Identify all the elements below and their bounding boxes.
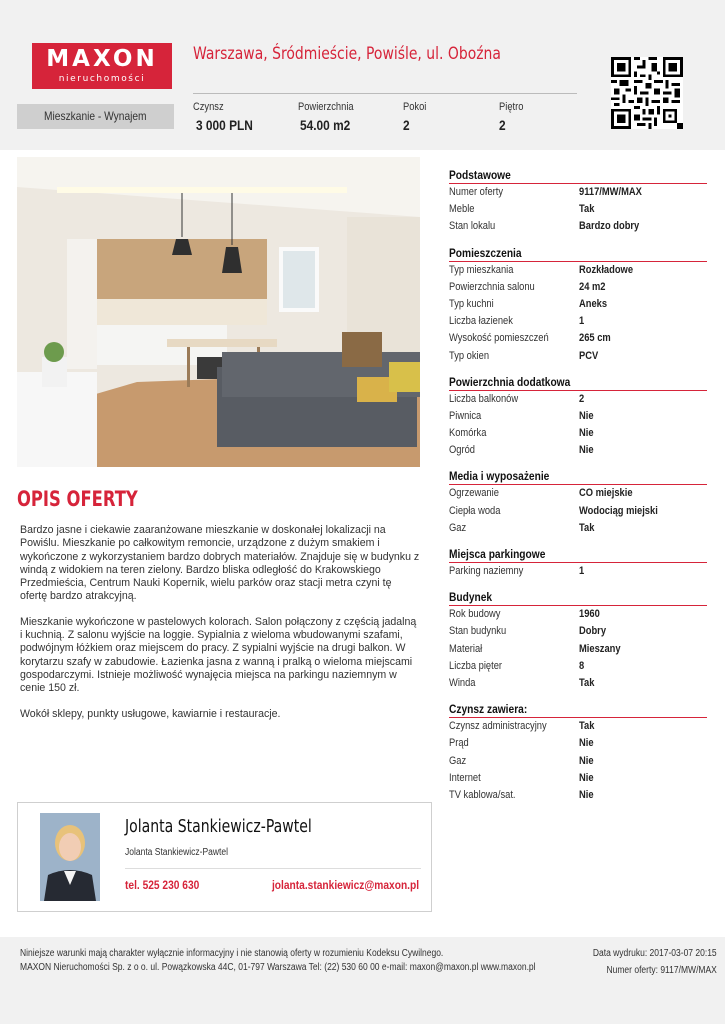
section-basic (449, 168, 707, 236)
detail-row: Powierzchnia salonu 24 m2 (449, 280, 606, 293)
maxon-logo[interactable] (32, 43, 172, 89)
detail-row: Stan lokalu Bardzo dobry (449, 220, 640, 233)
description-paragraph: Mieszkanie wykończone w pastelowych kolorach. Salon połączony z częścią jadalną i kuchnią. Z salonu wyjście na loggie. Sypialnia z wieloma wbudowanymi szafami, podwójnym łóżkiem oraz miejscem do pracy. Z sypialni wyjście na drugi balkon. W korytarzu szafy w zabudowie. Łazienka jasna z wanną i pralką o wieloma miejscami gospodarczymi. Istnieje możliwość wynajęcia miejsca na parkingu naziemnym w cenie 150 zł. (20, 615, 417, 695)
agent-subtitle: Jolanta Stankiewicz-Pawtel (125, 847, 228, 858)
section-parking (449, 547, 707, 580)
details-panel (449, 168, 707, 804)
detail-row: Liczba łazienek 1 (449, 315, 585, 328)
agent-card (17, 802, 432, 912)
detail-row: Komórka Nie (449, 427, 594, 440)
agent-phone-link[interactable]: tel. 525 230 630 (125, 878, 200, 892)
floor-label: Piętro (499, 101, 524, 113)
description-title: OPIS OFERTY (17, 487, 138, 511)
section-title: Czynsz zawiera: (449, 702, 707, 718)
apartment-photo[interactable] (17, 157, 420, 467)
section-title: Podstawowe (449, 168, 707, 184)
detail-row: Winda Tak (449, 676, 595, 689)
detail-row: Typ mieszkania Rozkładowe (449, 263, 634, 276)
detail-row: Czynsz administracyjny Tak (449, 720, 595, 733)
agent-name: Jolanta Stankiewicz-Pawtel (125, 816, 312, 837)
detail-row: Ogród Nie (449, 444, 594, 457)
header-divider (193, 93, 577, 94)
section-building (449, 590, 707, 692)
agent-email-link[interactable]: jolanta.stankiewicz@maxon.pl (271, 878, 419, 892)
property-type-badge: Mieszkanie - Wynajem (17, 104, 174, 129)
qr-code-icon[interactable] (611, 57, 683, 129)
detail-row: Ogrzewanie CO miejskie (449, 487, 633, 500)
agent-divider (125, 868, 421, 869)
detail-row: Gaz Nie (449, 754, 594, 767)
detail-row: Rok budowy 1960 (449, 608, 600, 621)
detail-row: Parking naziemny 1 (449, 565, 585, 577)
page-header (0, 0, 725, 150)
detail-row: Liczba balkonów 2 (449, 392, 585, 405)
description-paragraph: Bardzo jasne i ciekawie zaaranżowane mieszkanie w doskonałej lokalizacji na Powiślu. Mieszkanie po całkowitym remoncie, urządzone z dużym smakiem i wykończone z wykorzystaniem bardzo dobrych materiałów. Znajduje się w budynku z windą z widokiem na teren zielony. Bardzo bliska odległość do Krakowskiego Przedmieścia, Centrum Nauki Kopernik, wielu parków oraz stacji metra czyni tę ofertę bardzo atrakcyjną. (20, 524, 420, 603)
section-title: Miejsca parkingowe (449, 547, 707, 563)
section-title: Powierzchnia dodatkowa (449, 375, 707, 391)
area-value: 54.00 m2 (300, 117, 351, 133)
detail-row: Stan budynku Dobry (449, 625, 607, 638)
section-media (449, 469, 707, 537)
logo-subtitle: nieruchomości (58, 74, 146, 84)
agent-avatar (40, 813, 100, 901)
area-label: Powierzchnia (298, 101, 354, 113)
section-title: Budynek (449, 590, 707, 606)
footer-print-date: Data wydruku: 2017-03-07 20:15 (593, 948, 717, 959)
page-footer (0, 937, 725, 1024)
detail-row: Wysokość pomieszczeń 265 cm (449, 332, 611, 345)
description-text (20, 524, 420, 733)
section-rent-includes (449, 702, 707, 804)
property-address: Warszawa, Śródmieście, Powiśle, ul. Oboźna (193, 44, 501, 64)
logo-name: MAXON (46, 46, 158, 72)
footer-disclaimer: Niniejsze warunki mają charakter wyłącznie informacyjny i nie stanowią oferty w rozumieniu Kodeksu Cywilnego. (20, 948, 444, 959)
detail-row: Internet Nie (449, 771, 594, 784)
detail-row: Prąd Nie (449, 737, 594, 750)
detail-row: Piwnica Nie (449, 409, 594, 422)
detail-row: Typ okien PCV (449, 349, 599, 362)
rooms-value: 2 (403, 117, 410, 133)
detail-row: Meble Tak (449, 203, 595, 216)
description-paragraph: Wokół sklepy, punkty usługowe, kawiarnie i restauracje. (20, 707, 281, 720)
detail-row: Liczba pięter 8 (449, 659, 585, 672)
section-title: Media i wyposażenie (449, 469, 707, 485)
rooms-label: Pokoi (403, 101, 427, 113)
section-rooms (449, 246, 707, 365)
section-additional-area (449, 375, 707, 460)
rent-value: 3 000 PLN (196, 117, 253, 133)
detail-row: Numer oferty 9117/MW/MAX (449, 186, 642, 198)
footer-offer-number: Numer oferty: 9117/MW/MAX (606, 965, 717, 976)
footer-company-info: MAXON Nieruchomości Sp. z o o. ul. Powązkowska 44C, 01-797 Warszawa Tel: (22) 530 60 00 e-mail: maxon@maxon.pl www.maxon.pl (20, 962, 536, 973)
detail-row: Ciepła woda Wodociąg miejski (449, 504, 658, 517)
detail-row: Materiał Mieszany (449, 642, 621, 655)
floor-value: 2 (499, 117, 506, 133)
detail-row: Gaz Tak (449, 521, 595, 534)
detail-row: TV kablowa/sat. Nie (449, 788, 594, 801)
section-title: Pomieszczenia (449, 246, 707, 262)
detail-row: Typ kuchni Aneks (449, 297, 608, 310)
rent-label: Czynsz (193, 101, 224, 113)
